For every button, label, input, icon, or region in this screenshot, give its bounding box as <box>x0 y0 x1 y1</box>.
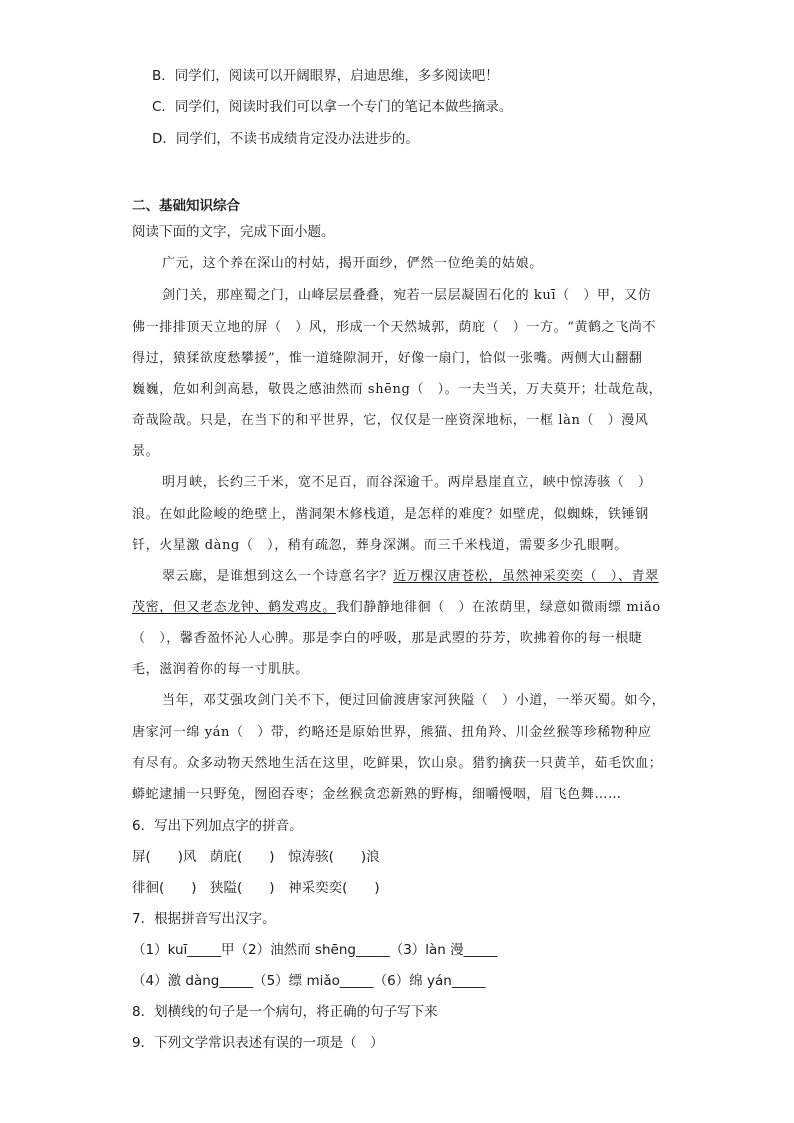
passage-line: 蟒蛇逮捕一只野兔，囫囵吞枣；金丝猴贪恋新熟的野梅，细嚼慢咽，眉飞色舞…… <box>132 787 622 802</box>
question-7: 7．根据拼音写出汉字。 <box>132 911 276 927</box>
question-6-row-1: 屏( )风 荫庇( ) 惊涛骇( )浪 <box>132 849 380 865</box>
passage-line: 明月峡，长约三千米，宽不足百，而谷深逾千。两岸悬崖直立，峡中惊涛骇（ ） <box>162 475 652 490</box>
passage-line <box>132 600 661 616</box>
question-8: 8．划横线的句子是一个病句，将正确的句子写下来 <box>132 1004 438 1020</box>
passage-line: 毛，滋润着你的每一寸肌肤。 <box>132 662 309 677</box>
section-heading: 二、基础知识综合 <box>132 198 240 214</box>
underlined-sentence: 近万棵汉唐苍松，虽然神采奕奕（ ）、青翠 <box>393 569 659 584</box>
passage-line: 巍巍，危如利剑高悬，敬畏之感油然而 shēng（ ）。一夫当关，万夫莫开；壮哉危哉， <box>132 382 663 397</box>
passage-line: 有尽有。众多动物天然地生活在这里，吃鲜果，饮山泉。猎豹擒获一只黄羊，茹毛饮血； <box>132 756 663 771</box>
passage-line: 景。 <box>132 444 160 459</box>
question-6-row-2: 徘徊( ) 狭隘( ) 神采奕奕( ) <box>132 880 380 896</box>
question-7-row-1: （1）kuī_____甲（2）油然而 shēng_____（3）làn 漫_____ <box>132 942 498 958</box>
passage-line <box>162 569 659 585</box>
passage-text: 我们静静地徘徊（ ）在浓荫里，绿意如微雨缥 miǎo <box>336 600 661 615</box>
underlined-sentence: 茂密，但又老态龙钟、鹤发鸡皮。 <box>132 600 337 615</box>
reading-instruction: 阅读下面的文字，完成下面小题。 <box>132 224 335 240</box>
question-7-row-2: （4）激 dàng_____（5）缥 miǎo_____（6）绵 yán_____ <box>132 973 486 989</box>
passage-line: 佛一排排顶天立地的屏（ ）风，形成一个天然城郭，荫庇（ ）一方。“黄鹤之飞尚不 <box>132 320 657 335</box>
option-c: C．同学们，阅读时我们可以拿一个专门的笔记本做些摘录。 <box>152 99 513 115</box>
question-6: 6．写出下列加点字的拼音。 <box>132 818 303 834</box>
passage-line: 剑门关，那座蜀之门，山峰层层叠叠，宛若一层层凝固石化的 kuī（ ）甲，又仿 <box>162 288 652 303</box>
passage-line: 奇哉险哉。只是，在当下的和平世界，它，仅仅是一座资深地标，一框 làn（ ）漫风 <box>132 413 649 428</box>
passage-line: 当年，邓艾强攻剑门关不下，便过回偷渡唐家河狭隘（ ）小道，一举灭蜀。如今， <box>162 693 666 708</box>
passage-line: 唐家河一绵 yán（ ）带，约略还是原始世界，熊猫、扭角羚、川金丝猴等珍稀物种应 <box>132 725 652 740</box>
passage-line: （ ），馨香盈怀沁人心脾。那是李白的呼吸，那是武曌的芬芳，吹拂着你的每一根睫 <box>132 631 643 646</box>
passage-paragraph-1: 广元，这个养在深山的村姑，揭开面纱，俨然一位绝美的姑娘。 <box>162 256 543 271</box>
option-d: D．同学们，不读书成绩肯定没办法进步的。 <box>152 131 419 147</box>
passage-line: 浪。在如此险峻的绝壁上，凿洞架木修栈道，是怎样的难度？如壁虎，似蜘蛛，铁锤钢 <box>132 507 649 522</box>
passage-text: 翠云廊，是谁想到这么一个诗意名字？ <box>162 569 394 584</box>
passage-line: 得过，猿猱欲度愁攀援”，惟一道缝隙洞开，好像一扇门，恰似一张嘴。两侧大山翻翻 <box>132 351 643 366</box>
option-b: B．同学们，阅读可以开阔眼界，启迪思维，多多阅读吧！ <box>152 68 499 84</box>
question-9: 9．下列文学常识表述有误的一项是（ ） <box>132 1035 384 1051</box>
passage-line: 钎，火星激 dàng（ ），稍有疏忽，葬身深渊。而三千米栈道，需要多少孔眼啊。 <box>132 538 628 553</box>
